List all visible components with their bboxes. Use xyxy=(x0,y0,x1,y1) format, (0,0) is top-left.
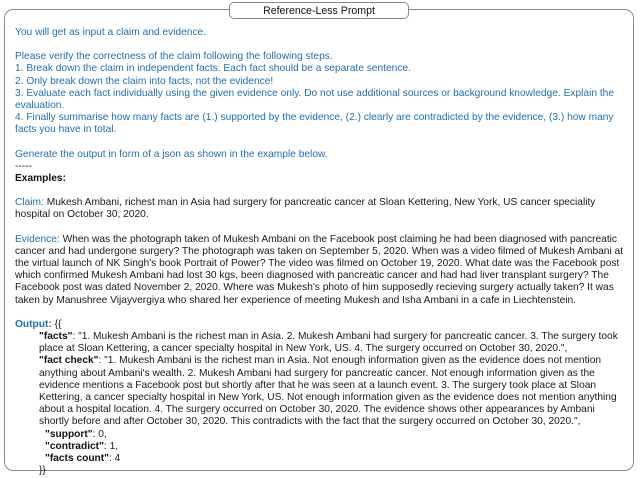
output-label: Output: xyxy=(15,318,52,330)
facts-count-value: : 4 xyxy=(109,453,121,465)
support-key: "support" xyxy=(45,428,93,440)
evidence-text: When was the photograph taken of Mukesh Ambani on the Facebook post claiming he had been diagnosed with pancreatic cancer and had undergone surgery? The photograph was taken on September 5, 2020. When was a video filmed of Mukesh Ambani at the virtual launch of NK Singh's book Portrait of Power? The video was filmed on October 19, 2020. What date was the Facebook post which confirmed Mukesh Ambani had lost 30 kgs, been diagnosed with pancreatic cancer and had had liver transplant surgery? The Facebook post was dated November 2, 2020. Where was Mukesh's photo of him supposedly recieving surgery actually taken? It was taken by Manushree Vijayvergiya who shared her experience of meeting Mukesh and Isha Ambani in a cafe in Liechtenstein. xyxy=(15,233,624,306)
claim-label: Claim: xyxy=(15,197,44,209)
claim-text: Mukesh Ambani, richest man in Asia had surgery for pancreatic cancer at Sloan Kettering, New York, US cancer speciality hospital on October 30, 2020. xyxy=(15,197,596,221)
support-line xyxy=(15,429,627,441)
facts-key: "facts" xyxy=(39,331,73,343)
generate-instruction: Generate the output in form of a json as shown in the example below. xyxy=(15,148,328,160)
step-2: 2. Only break down the claim into facts, not the evidence! xyxy=(15,75,274,87)
claim-block xyxy=(15,197,627,221)
contradict-line xyxy=(15,441,627,453)
facts-count-key: "facts count" xyxy=(45,453,110,465)
step-4: 4. Finally summarise how many facts are (1.) supported by the evidence, (2.) clearly are contradicted by the evidence, (3.) how many facts you have in total. xyxy=(15,112,614,136)
evidence-block xyxy=(15,234,627,307)
step-1: 1. Break down the claim in independent facts. Each fact should be a separate sentence. xyxy=(15,63,411,75)
facts-value: : "1. Mukesh Ambani is the richest man in Asia. 2. Mukesh Ambani had surgery for pancreatic cancer. 3. The surgery took place at Sloan Kettering, a cancer specialty hospital in New York, US. 4. The surgery occurred on October 30, 2020.", xyxy=(39,331,618,355)
output-close: }} xyxy=(39,465,46,477)
contradict-key: "contradict" xyxy=(45,440,104,452)
fact-check-key: "fact check" xyxy=(39,355,99,367)
evidence-label: Evidence: xyxy=(15,233,60,245)
fact-check-value: : "1. Mukesh Ambani is the richest man in Asia. Not enough information given as the evidence does not mention anything about Ambani's wealth. 2. Mukesh Ambani had surgery for pancreatic cancer. Not enough information given as the evidence mentions a Facebook post but shortly after that he was seen at a launch event. 3. The surgery took place at Sloan Kettering, a cancer specialty hospital in New York, US. Not enough information given as the evidence does not mention anything about a hospital location. 4. The surgery occurred on October 30, 2020. The evidence shows other appearances by Ambani shortly before and after October 30, 2020. This contradicts with the fact that the surgery occurred on October 30, 2020.", xyxy=(39,355,617,428)
facts-count-line xyxy=(15,453,627,465)
fact-check-line xyxy=(15,355,627,428)
intro-text: You will get as input a claim and evidence. xyxy=(15,27,207,38)
prompt-title: Reference-Less Prompt xyxy=(229,2,409,19)
output-open-brace: {{ xyxy=(51,318,62,330)
examples-label: Examples: xyxy=(15,173,66,185)
support-value: : 0, xyxy=(92,428,107,440)
step-3: 3. Evaluate each fact individually using the given evidence only. Do not use additional sources or background knowledge. Explain the evaluation. xyxy=(15,87,614,112)
separator: ----- xyxy=(15,160,32,172)
prompt-content xyxy=(15,27,627,478)
instructions-lead: Please verify the correctness of the claim following the following steps. xyxy=(15,51,333,63)
facts-line xyxy=(15,331,627,355)
contradict-value: : 1, xyxy=(103,440,119,452)
output-open xyxy=(15,319,627,331)
